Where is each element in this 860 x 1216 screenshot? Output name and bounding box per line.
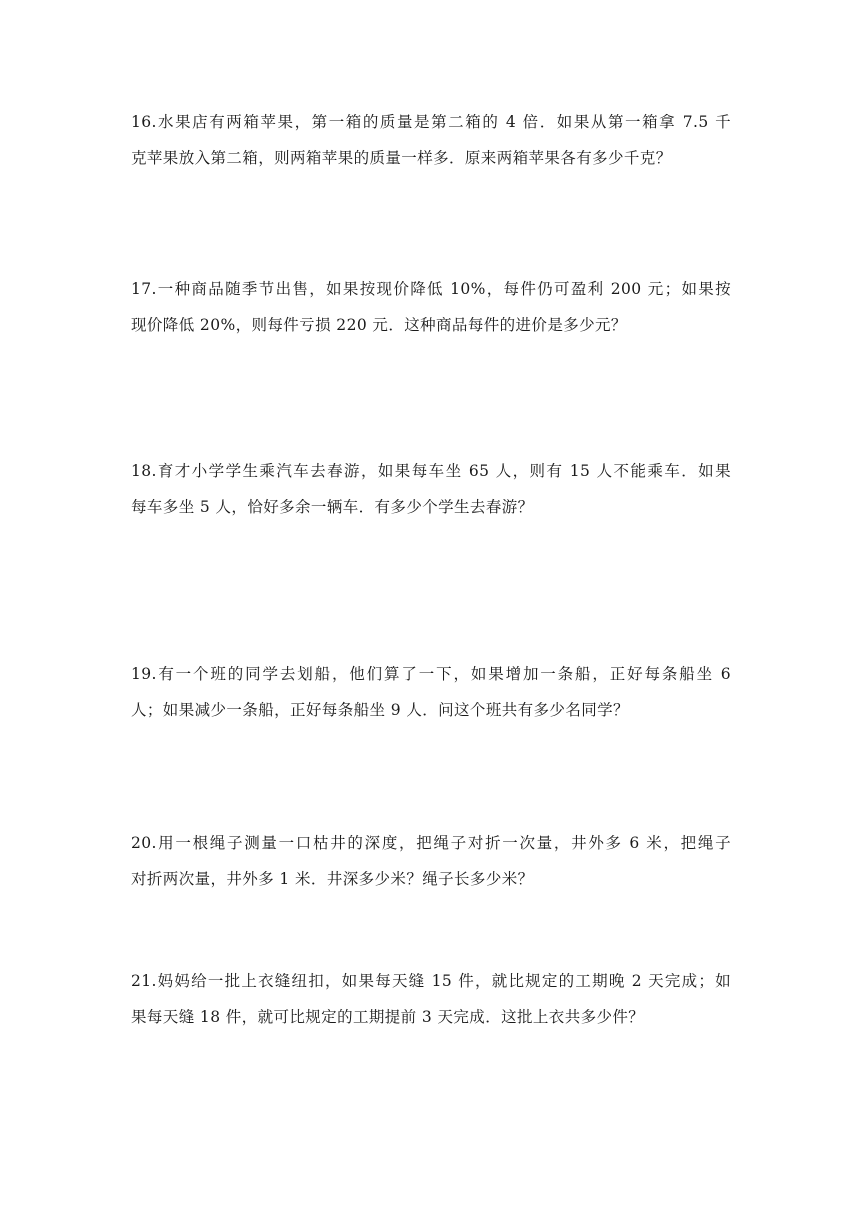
question-line: 克苹果放入第二箱，则两箱苹果的质量一样多．原来两箱苹果各有多少千克？ <box>131 149 672 167</box>
question-19 <box>131 656 731 728</box>
question-16 <box>131 104 731 176</box>
question-line: 16.水果店有两箱苹果，第一箱的质量是第二箱的 4 倍．如果从第一箱拿 7.5 千 <box>131 113 731 131</box>
question-20 <box>131 825 731 897</box>
question-line: 现价降低 20%，则每件亏损 220 元．这种商品每件的进价是多少元？ <box>131 316 627 334</box>
question-line: 17.一种商品随季节出售，如果按现价降低 10%，每件仍可盈利 200 元；如果按 <box>131 280 731 298</box>
question-17 <box>131 271 731 343</box>
question-line: 人；如果减少一条船，正好每条船坐 9 人．问这个班共有多少名同学？ <box>131 701 629 719</box>
question-line: 18.育才小学学生乘汽车去春游，如果每车坐 65 人，则有 15 人不能乘车．如果 <box>131 462 731 480</box>
question-line: 19.有一个班的同学去划船，他们算了一下，如果增加一条船，正好每条船坐 6 <box>131 665 731 683</box>
question-line: 每车多坐 5 人，恰好多余一辆车．有多少个学生去春游？ <box>131 498 534 516</box>
question-line: 果每天缝 18 件，就可比规定的工期提前 3 天完成．这批上衣共多少件？ <box>131 1008 645 1026</box>
question-line: 20.用一根绳子测量一口枯井的深度，把绳子对折一次量，井外多 6 米，把绳子 <box>131 834 731 852</box>
question-21 <box>131 963 731 1035</box>
question-line: 对折两次量，井外多 1 米．井深多少米？绳子长多少米？ <box>131 870 534 888</box>
question-line: 21.妈妈给一批上衣缝纽扣，如果每天缝 15 件，就比规定的工期晚 2 天完成；如 <box>131 972 731 990</box>
question-18 <box>131 453 731 525</box>
